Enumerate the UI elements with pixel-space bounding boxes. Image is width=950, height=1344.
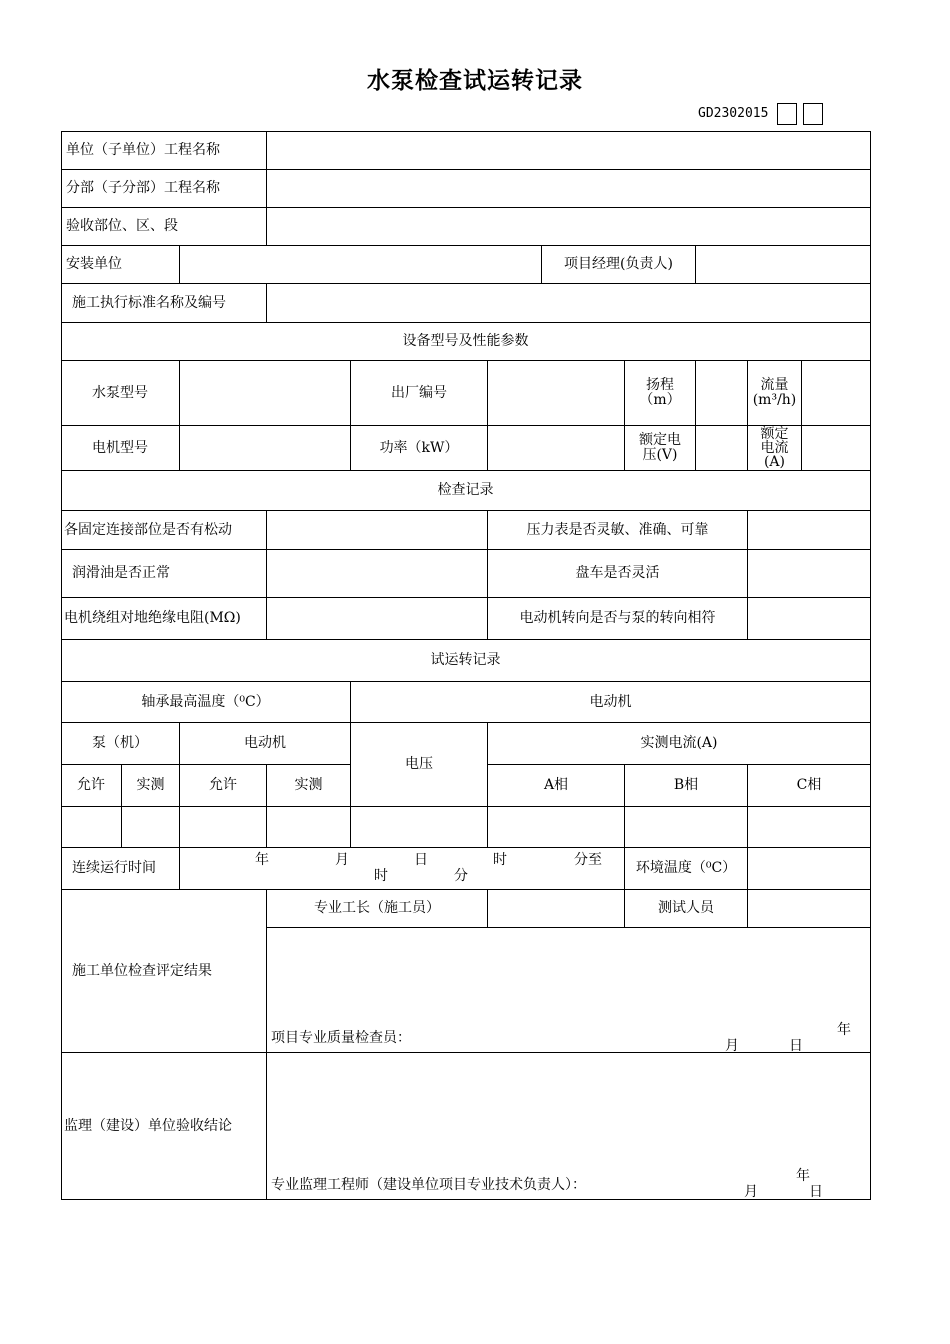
label-rotation-direction: 电动机转向是否与泵的转向相符 xyxy=(488,598,748,640)
label-continuous-time: 连续运行时间 xyxy=(61,848,180,890)
head-line2: （m） xyxy=(639,392,681,408)
label-fixed-parts-loose: 各固定连接部位是否有松动 xyxy=(61,511,267,550)
label-flow xyxy=(748,361,802,426)
rated-current-line1: 额定 xyxy=(760,426,789,442)
label-measured-current: 实测电流(A) xyxy=(488,723,871,765)
label-acceptance-part: 验收部位、区、段 xyxy=(61,208,267,246)
time-day: 日 xyxy=(414,852,428,868)
time-hour-2: 时 xyxy=(374,868,388,884)
label-voltage: 电压 xyxy=(351,723,488,807)
rated-voltage-line1: 额定电 xyxy=(639,432,681,448)
field-motor-model[interactable] xyxy=(180,426,351,471)
field-flow[interactable] xyxy=(802,361,871,426)
label-install-unit: 安装单位 xyxy=(61,246,180,284)
label-phase-a: A相 xyxy=(488,765,625,807)
label-motor-bearing: 电动机 xyxy=(180,723,351,765)
label-insulation-resistance: 电机绕组对地绝缘电阻(MΩ) xyxy=(61,598,267,640)
label-motor-model: 电机型号 xyxy=(61,426,180,471)
field-power[interactable] xyxy=(488,426,625,471)
label-head xyxy=(625,361,696,426)
time-year: 年 xyxy=(255,852,269,868)
label-motor-measured: 实测 xyxy=(267,765,351,807)
field-turning-flexible[interactable] xyxy=(748,550,871,598)
field-phase-c[interactable] xyxy=(748,807,871,848)
label-project-name: 单位（子单位）工程名称 xyxy=(61,131,267,170)
construction-year: 年 xyxy=(837,1022,851,1038)
supervision-day: 日 xyxy=(809,1184,823,1200)
field-insulation-resistance[interactable] xyxy=(267,598,488,640)
flow-line1: 流量 xyxy=(760,377,789,393)
rated-current-line2: 电流 xyxy=(760,440,789,456)
label-phase-c: C相 xyxy=(748,765,871,807)
label-supervision: 监理（建设）单位验收结论 xyxy=(61,1053,267,1200)
label-ambient-temp: 环境温度（⁰C） xyxy=(625,848,748,890)
field-factory-no[interactable] xyxy=(488,361,625,426)
time-month: 月 xyxy=(335,852,349,868)
label-supervision-engineer: 专业监理工程师（建设单位项目专业技术负责人）： xyxy=(271,1177,586,1193)
construction-day: 日 xyxy=(789,1038,803,1054)
field-fixed-parts-loose[interactable] xyxy=(267,511,488,550)
label-pump: 泵（机） xyxy=(61,723,180,765)
field-lubricating-oil[interactable] xyxy=(267,550,488,598)
label-pressure-gauge: 压力表是否灵敏、准确、可靠 xyxy=(488,511,748,550)
label-rated-voltage xyxy=(625,426,696,471)
field-rated-voltage[interactable] xyxy=(696,426,748,471)
field-continuous-time[interactable] xyxy=(180,848,625,890)
label-turning-flexible: 盘车是否灵活 xyxy=(488,550,748,598)
rated-current-line3: (A) xyxy=(763,454,786,470)
label-foreman: 专业工长（施工员） xyxy=(267,890,488,928)
field-rotation-direction[interactable] xyxy=(748,598,871,640)
time-hour: 时 xyxy=(493,852,507,868)
label-bearing-temp: 轴承最高温度（⁰C） xyxy=(61,682,351,723)
label-construction-result: 施工单位检查评定结果 xyxy=(61,890,267,1053)
field-head[interactable] xyxy=(696,361,748,426)
field-ambient-temp[interactable] xyxy=(748,848,871,890)
label-pump-measured: 实测 xyxy=(122,765,180,807)
label-power: 功率（kW） xyxy=(351,426,488,471)
field-motor-allowed[interactable] xyxy=(180,807,267,848)
record-form xyxy=(61,131,871,1200)
field-motor-measured[interactable] xyxy=(267,807,351,848)
field-project-name[interactable] xyxy=(267,131,871,170)
field-tester[interactable] xyxy=(748,890,871,928)
field-foreman[interactable] xyxy=(488,890,625,928)
code-checkbox-2[interactable] xyxy=(803,103,823,125)
label-factory-no: 出厂编号 xyxy=(351,361,488,426)
label-motor-group: 电动机 xyxy=(351,682,871,723)
label-motor-allowed: 允许 xyxy=(180,765,267,807)
label-phase-b: B相 xyxy=(625,765,748,807)
field-acceptance-part[interactable] xyxy=(267,208,871,246)
field-pump-measured[interactable] xyxy=(122,807,180,848)
field-install-unit[interactable] xyxy=(180,246,542,284)
field-phase-b[interactable] xyxy=(625,807,748,848)
field-pump-allowed[interactable] xyxy=(61,807,122,848)
label-tester: 测试人员 xyxy=(625,890,748,928)
section-trial-run: 试运转记录 xyxy=(61,640,871,682)
form-code: GD2302015 xyxy=(698,106,769,121)
field-pressure-gauge[interactable] xyxy=(748,511,871,550)
time-min-to: 分至 xyxy=(574,852,602,868)
field-phase-a[interactable] xyxy=(488,807,625,848)
page-title: 水泵检查试运转记录 xyxy=(367,68,583,94)
rated-voltage-line2: 压(V) xyxy=(642,447,678,463)
section-equipment: 设备型号及性能参数 xyxy=(61,323,871,361)
flow-line2: (m³/h) xyxy=(752,392,797,408)
field-pump-model[interactable] xyxy=(180,361,351,426)
supervision-year: 年 xyxy=(796,1168,810,1184)
label-project-manager: 项目经理(负责人) xyxy=(542,246,696,284)
section-inspection: 检查记录 xyxy=(61,471,871,511)
field-rated-current[interactable] xyxy=(802,426,871,471)
time-min-2: 分 xyxy=(454,868,468,884)
label-rated-current xyxy=(748,426,802,471)
field-sub-project[interactable] xyxy=(267,170,871,208)
code-checkbox-1[interactable] xyxy=(777,103,797,125)
construction-month: 月 xyxy=(725,1038,739,1054)
label-quality-inspector: 项目专业质量检查员： xyxy=(271,1030,411,1046)
head-line1: 扬程 xyxy=(646,377,674,393)
field-standard[interactable] xyxy=(267,284,871,323)
label-standard: 施工执行标准名称及编号 xyxy=(61,284,267,323)
field-project-manager[interactable] xyxy=(696,246,871,284)
supervision-month: 月 xyxy=(744,1184,758,1200)
label-lubricating-oil: 润滑油是否正常 xyxy=(61,550,267,598)
label-pump-model: 水泵型号 xyxy=(61,361,180,426)
label-sub-project: 分部（子分部）工程名称 xyxy=(61,170,267,208)
label-pump-allowed: 允许 xyxy=(61,765,122,807)
field-voltage[interactable] xyxy=(351,807,488,848)
